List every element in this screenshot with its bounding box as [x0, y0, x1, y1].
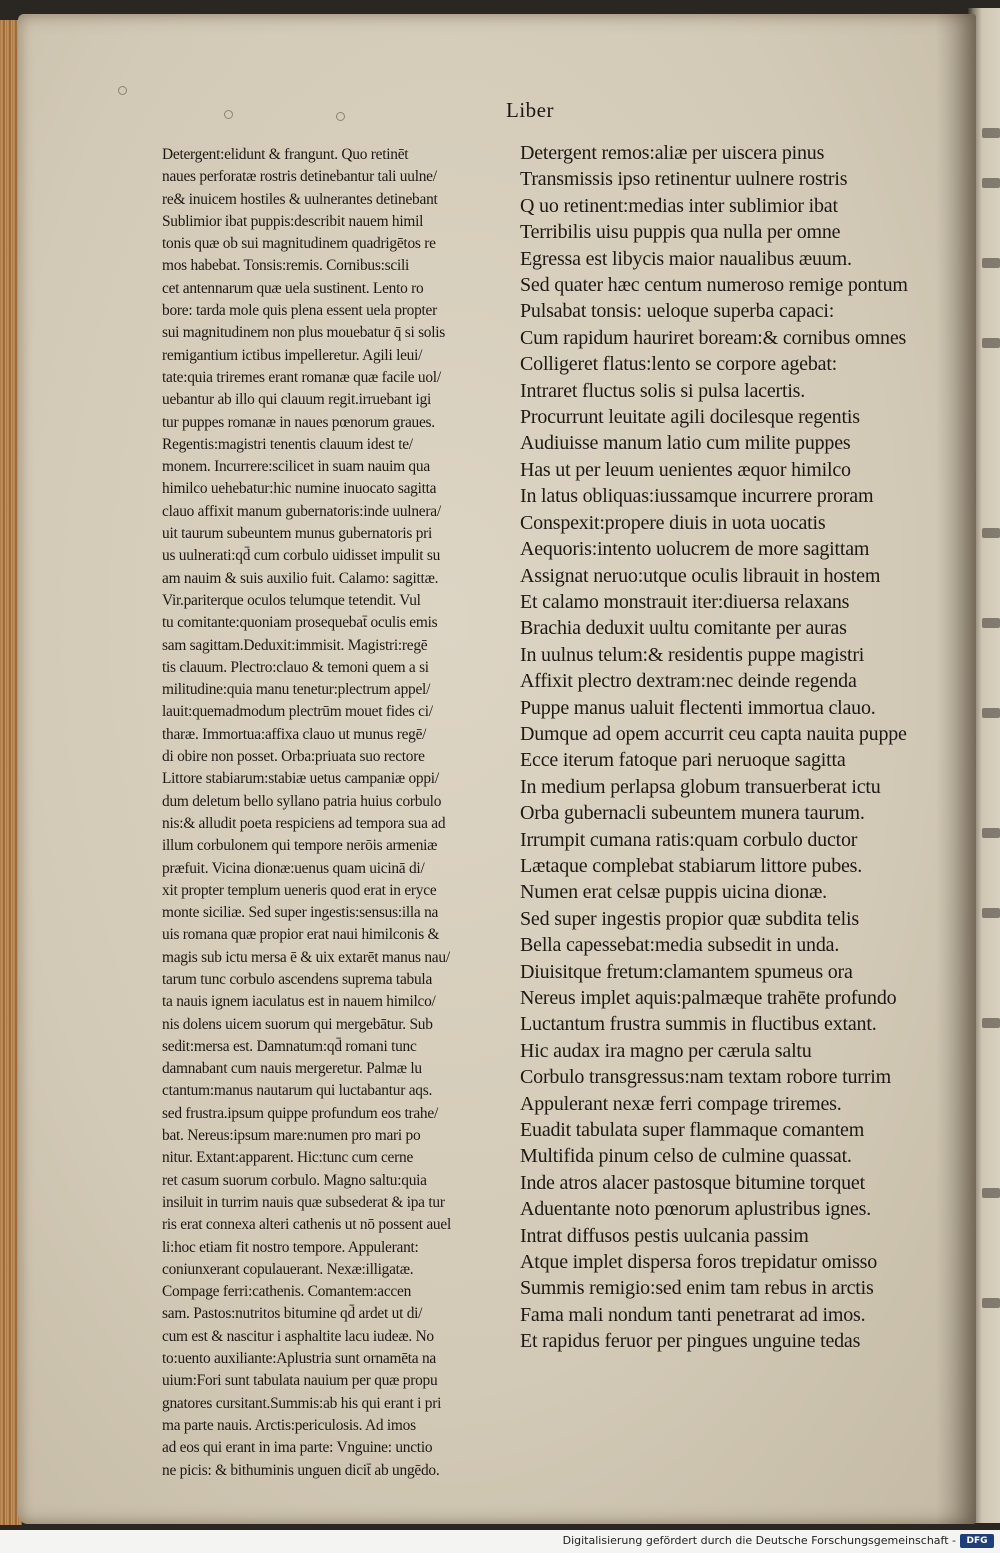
poem-line: Fama mali nondum tanti penetrarat ad imos. [520, 1303, 866, 1326]
commentary-line: remigantium ictibus impelleretur. Agili leui/ [162, 346, 423, 364]
poem-line: Atque implet dispersa foros trepidatur omisso [520, 1251, 878, 1274]
poem-line: Summis remigio:sed enim tam rebus in arctis [520, 1277, 874, 1300]
commentary-line: sui magnitudinem non plus mouebatur q̄ si solis [162, 324, 446, 342]
commentary-line: tate:quia triremes erant romanæ quæ facile uol/ [162, 368, 441, 386]
commentary-line: Sublimior ibat puppis:describit nauem himil [162, 212, 424, 230]
poem-line: Multifida pinum celso de culmine quassat. [520, 1145, 852, 1168]
poem-line: Aequoris:intento uolucrem de more sagittam [520, 538, 870, 561]
paper-spot [336, 112, 345, 121]
commentary-line: re& inuicem hostiles & uulnerantes detinebant [162, 190, 438, 208]
commentary-line: Littore stabiarum:stabiæ uetus campaniæ oppi/ [162, 770, 439, 788]
commentary-line: nitur. Extant:apparent. Hic:tunc cum cerne [162, 1149, 414, 1167]
footer-credit: Digitalisierung gefördert durch die Deutsche Forschungsgemeinschaft - [562, 1534, 956, 1547]
poem-line: In uulnus telum:& residentis puppe magistri [520, 643, 865, 666]
running-head: Liber [506, 98, 554, 122]
poem-line: Egressa est libycis maior naualibus æuum. [520, 247, 852, 270]
poem-line: Luctantum frustra summis in fluctibus extant. [520, 1013, 877, 1036]
commentary-line: am nauim & suis auxilio fuit. Calamo: sagittæ. [162, 569, 439, 587]
poem-column [520, 140, 960, 1355]
commentary-line: ne picis: & bithuminis unguen dicit̄ ab ungēdo. [162, 1461, 440, 1479]
commentary-line: Detergent:elidunt & frangunt. Quo retinēt [162, 146, 409, 163]
commentary-line: ret casum suorum corbulo. Magno saltu:quia [162, 1171, 427, 1189]
poem-line: Pulsabat tonsis: ueloque superba capaci: [520, 300, 835, 323]
dfg-logo: DFG [960, 1534, 994, 1548]
commentary-line: ris erat connexa alteri cathenis ut nō possent auel [162, 1216, 451, 1234]
commentary-line: militudine:quia manu tenetur:plectrum appel/ [162, 681, 431, 699]
poem-line: Q uo retinent:medias inter sublimior ibat [520, 194, 838, 217]
poem-line: Intraret fluctus solis si pulsa lacertis. [520, 379, 806, 402]
poem-line: Conspexit:propere diuis in uota uocatis [520, 511, 826, 534]
commentary-line: uis romana quæ propior erat naui himilconis & [162, 926, 440, 944]
poem-line: Numen erat celsæ puppis uicina dionæ. [520, 881, 827, 904]
poem-line: Assignat neruo:utque oculis librauit in hostem [520, 564, 881, 587]
poem-line: Appulerant nexæ ferri compage triremes. [520, 1092, 842, 1115]
poem-line: Corbulo transgressus:nam textam robore turrim [520, 1066, 891, 1089]
commentary-line: nis dolens uicem suorum qui mergebātur. Sub [162, 1015, 433, 1033]
poem-line: Detergent remos:aliæ per uiscera pinus [520, 142, 825, 164]
commentary-line: tarum tunc corbulo ascendens suprema tabula [162, 970, 433, 988]
commentary-line: tis clauum. Plectro:clauo & temoni quem a si [162, 658, 429, 676]
commentary-line: sam. Pastos:nutritos bitumine qd̄ ardet ut di/ [162, 1305, 423, 1323]
commentary-line: ma parte nauis. Arctis:periculosis. Ad imos [162, 1416, 416, 1434]
commentary-line: mos habebat. Tonsis:remis. Cornibus:scili [162, 257, 410, 275]
commentary-line: Regentis:magistri tenentis clauum idest te/ [162, 435, 413, 453]
commentary-line: naues perforatæ rostris detinebantur tali uulne/ [162, 168, 437, 186]
poem-line: Hic audax ira magno per cærula saltu [520, 1039, 812, 1062]
poem-line: Irrumpit cumana ratis:quam corbulo ductor [520, 828, 858, 851]
commentary-line: li:hoc etiam fit nostro tempore. Appulerant: [162, 1238, 419, 1256]
commentary-line: us uulnerati:qd̄ cum corbulo uidisset impulit su [162, 547, 441, 565]
commentary-line: di obire non posset. Orba:priuata suo rectore [162, 748, 425, 766]
poem-line: Cum rapidum hauriret boream:& cornibus omnes [520, 326, 907, 349]
commentary-line: magis sub ictu mersa ē & uix extarēt manus nau/ [162, 948, 450, 966]
commentary-line: lauit:quemadmodum plectrūm mouet fides ci/ [162, 703, 433, 721]
commentary-line: tharæ. Immortua:affixa clauo ut munus regē/ [162, 725, 427, 743]
commentary-line: uebantur ab illo qui clauum regit.irruebant igi [162, 391, 432, 409]
commentary-line: monte siciliæ. Sed super ingestis:sensus:illa na [162, 904, 439, 922]
commentary-line: ta nauis ignem iaculatus est in nauem himilco/ [162, 993, 436, 1011]
commentary-line: xit propter templum ueneris quod erat in eryce [162, 881, 437, 899]
poem-line: Ecce iterum fatoque pari neruoque sagitta [520, 749, 846, 772]
commentary-line: bore: tarda mole quis plena essent uela propter [162, 302, 438, 320]
poem-line: Et rapidus feruor per pingues unguine tedas [520, 1330, 861, 1353]
commentary-line: ad eos qui erant in ima parte: Vnguine: unctio [162, 1439, 433, 1457]
poem-line: Euadit tabulata super flammaque comantem [520, 1119, 865, 1142]
poem-line: Colligeret flatus:lento se corpore agebat: [520, 353, 838, 376]
poem-line: In medium perlapsa globum transuerberat ictu [520, 775, 881, 798]
commentary-line: insiluit in turrim nauis quæ subsederat & ipa tur [162, 1193, 445, 1211]
commentary-line: gnatores cursitant.Summis:ab his qui erant i pri [162, 1394, 442, 1412]
poem-line: Nereus implet aquis:palmæque trahēte profundo [520, 987, 897, 1009]
commentary-line: dum deletum bello syllano patria huius corbulo [162, 792, 442, 810]
commentary-line: tonis quæ ob sui magnitudinem quadrigētos re [162, 235, 436, 253]
poem-line: Orba gubernacli subeuntem munera taurum. [520, 802, 865, 825]
poem-line: Procurrunt leuitate agili docilesque regentis [520, 406, 860, 429]
commentary-line: nis:& alludit poeta respiciens ad tempora sua ad [162, 814, 446, 832]
poem-line: Puppe manus ualuit flectenti immortua clauo. [520, 696, 876, 719]
commentary-line: himilco uehebatur:hic numine inuocato sagitta [162, 480, 437, 498]
poem-line: Sed super ingestis propior quæ subdita telis [520, 907, 859, 930]
commentary-line: præfuit. Vicina dionæ:uenus quam uicinā di/ [162, 859, 425, 877]
poem-line: Affixit plectro dextram:nec deinde regenda [520, 670, 857, 693]
poem-line: Diuisitque fretum:clamantem spumeus ora [520, 960, 853, 983]
poem-line: Bella capessebat:media subsedit in unda. [520, 934, 840, 957]
commentary-line: sam sagittam.Deduxit:immisit. Magistri:regē [162, 636, 428, 654]
poem-line: Audiuisse manum latio cum milite puppes [520, 432, 851, 455]
poem-line: Inde atros alacer pastosque bitumine torquet [520, 1171, 865, 1194]
commentary-line: ctantum:manus nautarum qui luctabantur aqs. [162, 1082, 433, 1100]
poem-line: Dumque ad opem accurrit ceu capta nauita puppe [520, 722, 907, 745]
poem-line: Aduentante noto pœnorum aplustribus ignes. [520, 1198, 871, 1221]
poem-line: Lætaque complebat stabiarum littore pubes. [520, 854, 863, 877]
paper-spot [118, 86, 127, 95]
poem-line: Brachia deduxit uultu comitante per auras [520, 617, 847, 640]
commentary-line: Compage ferri:cathenis. Comantem:accen [162, 1283, 412, 1301]
commentary-line: damnabant cum nauis mergeretur. Palmæ lu [162, 1060, 422, 1078]
poem-line: Et calamo monstrauit iter:diuersa relaxans [520, 590, 850, 613]
footer-bar [0, 1530, 1000, 1553]
commentary-line: sed frustra.ipsum quippe profundum eos trahe/ [162, 1104, 438, 1122]
commentary-line: to:uento auxiliante:Aplustria sunt ornamēta na [162, 1350, 437, 1368]
commentary-line: cum est & nascitur i asphaltite lacu iudeæ. No [162, 1327, 434, 1345]
poem-line: Has ut per leuum uenientes æquor himilco [520, 458, 851, 481]
poem-line: Transmissis ipso retinentur uulnere rostris [520, 168, 848, 191]
commentary-line: tu comitante:quoniam prosequebat̄ oculis emis [162, 614, 438, 632]
poem-line: Sed quater hæc centum numeroso remige pontum [520, 274, 908, 297]
commentary-line: Vir.pariterque oculos telumque tetendit. Vul [162, 591, 421, 609]
commentary-column [162, 144, 520, 1482]
commentary-line: illum corbulonem qui tempore nerōis armeniæ [162, 837, 438, 855]
poem-line: In latus obliquas:iussamque incurrere proram [520, 485, 874, 508]
commentary-line: sedit:mersa est. Damnatum:qd̄ romani tunc [162, 1037, 417, 1055]
commentary-line: coniunxerant copulauerant. Nexæ:illigatæ. [162, 1260, 414, 1278]
commentary-line: uit taurum subeuntem munus gubernatoris pri [162, 525, 433, 543]
poem-line: Terribilis uisu puppis qua nulla per omne [520, 221, 841, 244]
poem-line: Intrat diffusos pestis uulcania passim [520, 1224, 809, 1247]
commentary-line: monem. Incurrere:scilicet in suam nauim qua [162, 458, 430, 476]
paper-spot [224, 110, 233, 119]
commentary-line: uium:Fori sunt tabulata nauium per quæ propu [162, 1372, 438, 1390]
commentary-line: clauo affixit manum gubernatoris:inde uulnera/ [162, 502, 441, 520]
commentary-line: cet antennarum quæ uela sustinent. Lento ro [162, 279, 424, 297]
commentary-line: tur puppes romanæ in naues pœnorum graues. [162, 413, 435, 431]
commentary-line: bat. Nereus:ipsum mare:numen pro mari po [162, 1127, 421, 1145]
